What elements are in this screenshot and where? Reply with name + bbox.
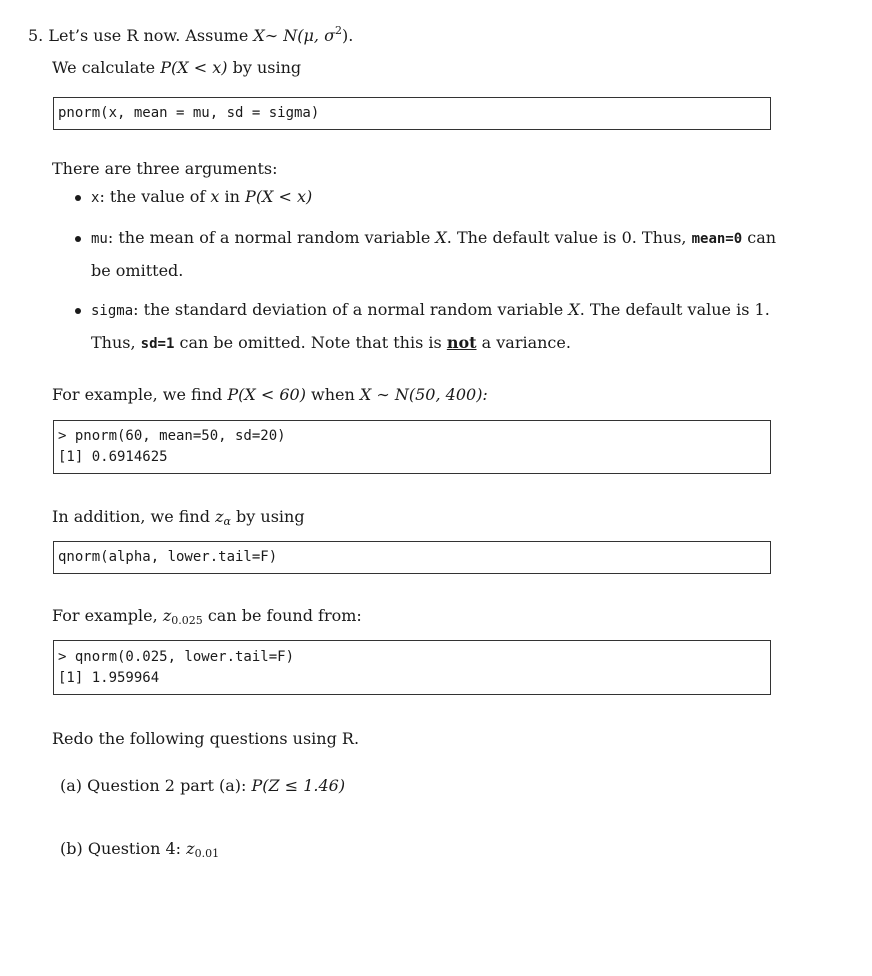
redo-a-text: Question 2 part (a): [87,776,247,795]
redo-item-a [60,776,345,795]
arg-code: mean=0 [691,231,743,247]
addition-suffix: by using [236,507,305,526]
problem-intro-X: X [253,26,265,45]
calc-prob: P(X < x) [160,58,228,77]
arg-item-sigma [91,300,770,319]
code-line: > pnorm(60, mean=50, sd=20) [58,428,286,444]
redo-b-z-sub: 0.01 [194,847,220,860]
qnorm-code: qnorm(alpha, lower.tail=F) [58,549,278,565]
pnorm-code-box [53,97,771,130]
problem-intro: Let’s use R now. Assume [48,26,249,45]
arg-text: : the mean of a normal random variable [107,228,431,247]
arg-item-mu [91,228,776,247]
arg-math: P(X < x) [245,187,313,206]
redo-item-b [60,839,219,860]
problem-header [28,24,353,45]
arg-math: X [568,300,580,319]
redo-b-label: (b) [60,839,83,858]
calc-prefix: We calculate [52,58,156,77]
arg-math: x [210,187,220,206]
calc-line [52,58,301,77]
args-heading: There are three arguments: [52,159,278,178]
code-line: > qnorm(0.025, lower.tail=F) [58,649,295,665]
problem-intro-end: ). [342,26,354,45]
arg-item-mu-line2: be omitted. [91,261,184,280]
arg-text: in [224,187,240,206]
addition-prefix: In addition, we find [52,507,210,526]
redo-a-math: P(Z ≤ 1.46) [251,776,346,795]
arg-code: x [91,190,100,206]
emphasis-not: not [446,333,477,352]
arg-math: X [435,228,447,247]
example1-code-box [53,420,771,474]
bullet-dot [75,195,81,201]
arg-code: sd=1 [140,336,175,352]
arg-text: can be omitted. Note that this is [179,333,442,352]
redo-b-z: z [186,839,195,858]
addition-z: z [215,507,224,526]
example2-line [52,606,362,627]
problem-intro-dist: ∼ N(μ, σ [264,26,336,45]
addition-line [52,507,305,528]
example2-code-box [53,640,771,695]
calc-suffix: by using [232,58,302,77]
arg-item-sigma-line2 [91,333,571,352]
arg-item-x [91,187,312,206]
example1-dist: X ∼ N(50, 400): [359,385,488,404]
redo-b-text: Question 4: [87,839,182,858]
arg-text: . The default value is 0. Thus, [446,228,687,247]
example1-mid: when [311,385,355,404]
arg-text: . The default value is 1. [579,300,770,319]
problem-number: 5. [28,26,44,45]
arg-text: : the standard deviation of a normal random variable [133,300,564,319]
example2-z: z [162,606,172,625]
arg-text: Thus, [91,333,136,352]
pnorm-code: pnorm(x, mean = mu, sd = sigma) [58,105,320,121]
example1-prob: P(X < 60) [227,385,306,404]
code-line: [1] 1.959964 [58,670,160,686]
arg-code: mu [91,231,108,247]
redo-heading: Redo the following questions using R. [52,729,360,748]
arg-text: can [747,228,777,247]
arg-text: a variance. [481,333,571,352]
qnorm-code-box [53,541,771,574]
arg-code: sigma [91,303,134,319]
example1-prefix: For example, we find [52,385,223,404]
code-line: [1] 0.6914625 [58,449,168,465]
redo-a-label: (a) [60,776,83,795]
arg-text: : the value of [99,187,206,206]
example2-z-sub: 0.025 [171,614,203,627]
addition-z-sub: α [223,515,231,528]
example2-prefix: For example, [52,606,158,625]
bullet-dot [75,236,81,242]
bullet-dot [75,308,81,314]
example1-line [52,385,488,404]
problem-intro-exp: 2 [335,24,343,37]
example2-suffix: can be found from: [207,606,362,625]
